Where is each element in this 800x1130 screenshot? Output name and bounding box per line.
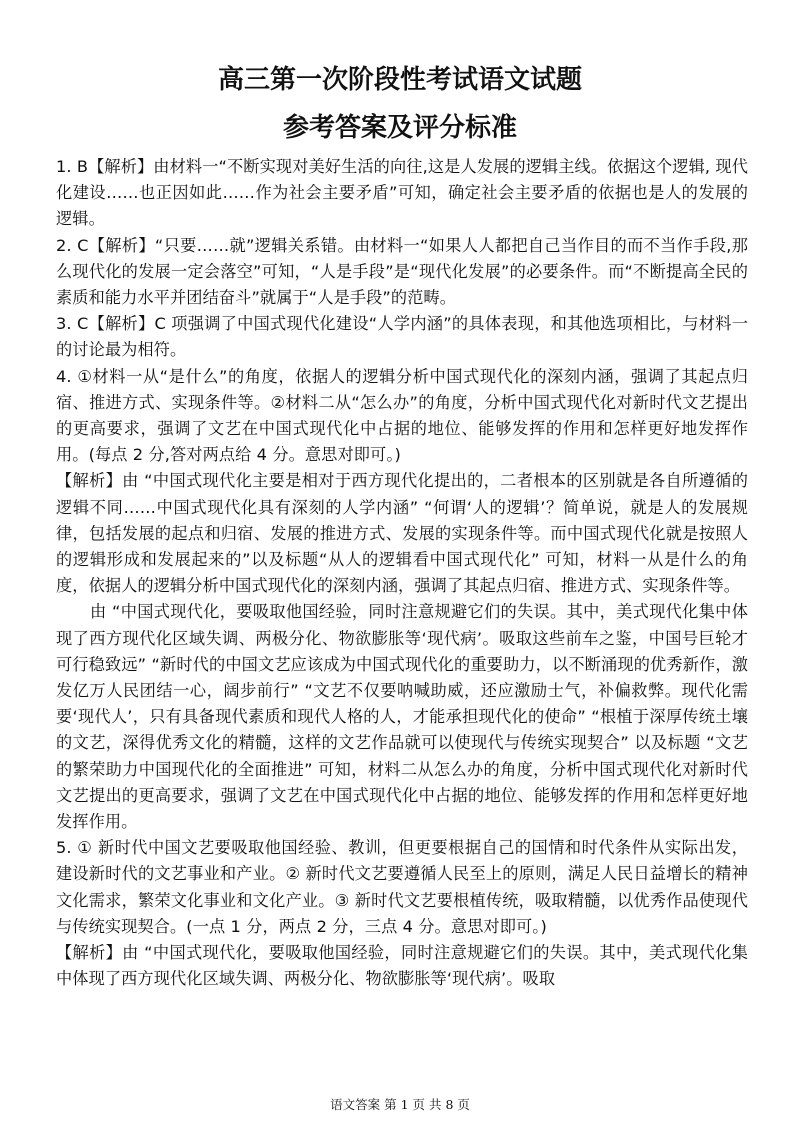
answer-q2: 2. C【解析】“只要……就”逻辑关系错。由材料一“如果人人都把自己当作目的而不当作手段,那么现代化的发展一定会落空”可知，“人是手段”是“现代化发展”的必要条件。而“不断提高全民的素质和能力水平并团结奋斗”就属于“人是手段”的范畴。 — [56, 235, 748, 308]
answer-body — [56, 154, 748, 993]
answer-q4-analysis: 【解析】由 “中国式现代化主要是相对于西方现代化提出的，二者根本的区别就是各自所遵循的逻辑不同……中国式现代化具有深刻的人学内涵” “何谓‘人的逻辑’？简单说，就是人的发展规律，包括发展的起点和归宿、发展的推进方式、发展的实现条件等。而中国式现代化就是按照人的逻辑形成和发展起来的”以及标题“从人的逻辑看中国式现代化” 可知，材料一从是什么的角度，依据人的逻辑分析中国式现代化的深刻内涵，强调了其起点归宿、推进方式、实现条件等。 — [56, 471, 748, 596]
answer-q3: 3. C【解析】C 项强调了中国式现代化建设“人学内涵”的具体表现，和其他选项相比，与材料一的讨论最为相符。 — [56, 314, 748, 360]
document-title: 高三第一次阶段性考试语文试题 — [217, 65, 582, 95]
answer-q1: 1. B【解析】由材料一“不断实现对美好生活的向往,这是人发展的逻辑主线。依据这个逻辑, 现代化建设……也正因如此……作为社会主要矛盾”可知，确定社会主要矛盾的依据也是人的发展的逻辑。 — [56, 157, 748, 229]
answer-q5: 5. ① 新时代中国文艺要吸取他国经验、教训，但更要根据自己的国情和时代条件从实际出发，建设新时代的文艺事业和产业。② 新时代文艺要遵循人民至上的原则，满足人民日益增长的精神文化需求，繁荣文化事业和文化产业。③ 新时代文艺要根植传统，吸取精髓，以优秀作品使现代与传统实现契合。(一点 1 分，两点 2 分，三点 4 分。意思对即可。) — [56, 838, 748, 936]
answer-q5-analysis: 【解析】由 “中国式现代化，要吸取他国经验，同时注意规避它们的失误。其中，美式现代化集中体现了西方现代化区域失调、两极分化、物欲膨胀等‘现代病’。吸取 — [56, 943, 748, 989]
answer-q4: 4. ①材料一从“是什么”的角度，依据人的逻辑分析中国式现代化的深刻内涵，强调了其起点归宿、推进方式、实现条件等。②材料二从“怎么办”的角度，分析中国式现代化对新时代文艺提出的更高要求，强调了文艺在中国式现代化中占据的地位、能够发挥的作用和怎样更好地发挥作用。(每点 2 分,答对两点给 4 分。意思对即可。) — [56, 366, 748, 465]
page-footer: 语文答案 第 1 页 共 8 页 — [330, 1097, 470, 1112]
answer-q4-analysis-continued: 由 “中国式现代化，要吸取他国经验，同时注意规避它们的失误。其中，美式现代化集中体现了西方现代化区域失调、两极分化、物欲膨胀等‘现代病’。吸取这些前车之鉴，中国号巨轮才可行稳致远” “新时代的中国文艺应该成为中国式现代化的重要助力，以不断涌现的优秀新作，激发亿万人民团结一心，阔步前行” “文艺不仅要呐喊助威，还应激励士气，补偏救弊。现代化需要‘现代人’，只有具备现代素质和现代人格的人，才能承担现代化的使命” “根植于深厚传统土壤的文艺，深得优秀文化的精髓，这样的文艺作品就可以使现代与传统实现契合” 以及标题 “文艺的繁荣助力中国现代化的全面推进” 可知，材料二从怎么办的角度，分析中国式现代化对新时代文艺提出的更高要求，强调了文艺在中国式现代化中占据的地位、能够发挥的作用和怎样更好地发挥作用。 — [56, 602, 748, 832]
document-subtitle: 参考答案及评分标准 — [282, 113, 517, 143]
